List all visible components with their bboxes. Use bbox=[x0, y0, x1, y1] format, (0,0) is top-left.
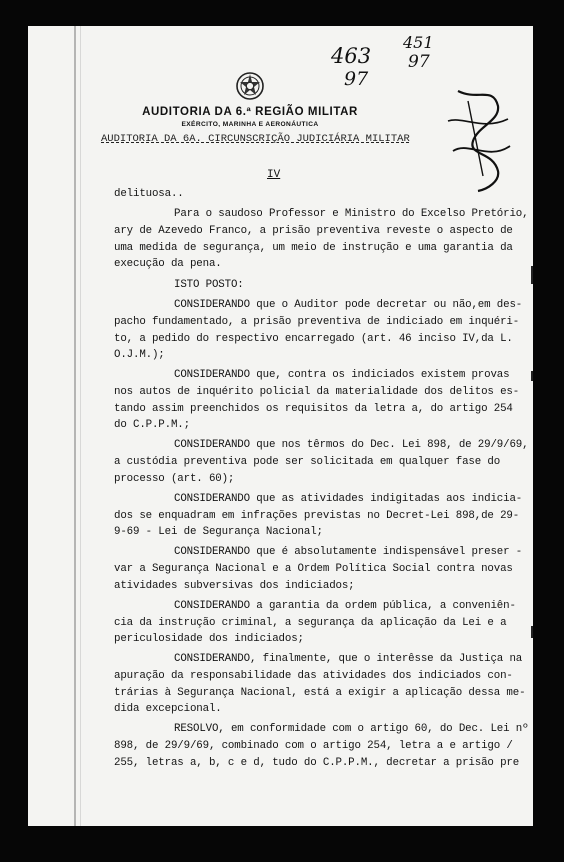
institution-subtitle: EXÉRCITO, MARINHA E AERONÁUTICA bbox=[181, 121, 319, 128]
text-line: CONSIDERANDO que é absolutamente indispensável preser - bbox=[174, 546, 523, 558]
text-line: atividades subversivas dos indiciados; bbox=[114, 580, 355, 592]
text-line: uma medida de segurança, um meio de instrução e uma garantia da bbox=[114, 242, 513, 254]
text-line: CONSIDERANDO que as atividades indigitadas aos indicia- bbox=[174, 493, 523, 505]
text-line: 9-69 - Lei de Segurança Nacional; bbox=[114, 526, 323, 538]
text-line: 255, letras a, b, c e d, tudo do C.P.P.M., decretar a prisão pre bbox=[114, 757, 520, 769]
text-line: processo (art. 60); bbox=[114, 473, 235, 485]
text-line: trárias à Segurança Nacional, está a exigir a aplicação dessa me- bbox=[114, 687, 526, 699]
page-fold-shadow bbox=[74, 26, 76, 826]
text-line: 898, de 29/9/69, combinado com o artigo 254, letra a e artigo / bbox=[114, 740, 513, 752]
margin-mark bbox=[531, 266, 533, 284]
text-line: dos se enquadram em infrações previstas no Decret-Lei 898,de 29- bbox=[114, 510, 520, 522]
text-line: Para o saudoso Professor e Ministro do Excelso Pretório, bbox=[174, 208, 529, 220]
text-line: cia da instrução criminal, a segurança da aplicação da Lei e a bbox=[114, 617, 507, 629]
text-line: dida excepcional. bbox=[114, 703, 222, 715]
text-line: O.J.M.); bbox=[114, 349, 165, 361]
margin-mark bbox=[531, 371, 533, 381]
text-line: ISTO POSTO: bbox=[174, 279, 244, 291]
text-line: CONSIDERANDO que o Auditor pode decretar ou não,em des- bbox=[174, 299, 523, 311]
page-fold-line bbox=[80, 26, 81, 826]
text-line: tando assim preenchidos os requisitos da letra a, do artigo 254 bbox=[114, 403, 513, 415]
handwritten-number: 463 bbox=[331, 44, 372, 68]
text-line: pacho fundamentado, a prisão preventiva de indiciado em inquéri- bbox=[114, 316, 520, 328]
margin-mark bbox=[531, 626, 533, 638]
text-line: nos autos de inquérito policial da materialidade dos delitos es- bbox=[114, 386, 520, 398]
text-line: CONSIDERANDO que, contra os indiciados existem provas bbox=[174, 369, 510, 381]
text-line: apuração da responsabilidade das atividades dos indiciados con- bbox=[114, 670, 513, 682]
document-page bbox=[28, 26, 533, 826]
handwritten-number: 451 bbox=[403, 33, 434, 52]
text-line: CONSIDERANDO que nos têrmos do Dec. Lei 898, de 29/9/69, bbox=[174, 439, 529, 451]
text-line: ary de Azevedo Franco, a prisão preventiva reveste o aspecto de bbox=[114, 225, 513, 237]
text-line: execução da pena. bbox=[114, 258, 222, 270]
handwritten-signature bbox=[438, 81, 518, 201]
text-line: CONSIDERANDO a garantia da ordem pública, a conveniên- bbox=[174, 600, 516, 612]
handwritten-number: 97 bbox=[344, 68, 369, 90]
text-line: delituosa.. bbox=[114, 188, 184, 200]
text-line: CONSIDERANDO, finalmente, que o interêsse da Justiça na bbox=[174, 653, 523, 665]
text-line: RESOLVO, em conformidade com o artigo 60, do Dec. Lei nº bbox=[174, 723, 529, 735]
text-line: periculosidade dos indiciados; bbox=[114, 633, 304, 645]
text-line: var a Segurança Nacional e a Ordem Política Social contra novas bbox=[114, 563, 513, 575]
text-line: to, a pedido do respectivo encarregado (art. 46 inciso IV,da L. bbox=[114, 333, 513, 345]
text-line: do C.P.P.M.; bbox=[114, 419, 190, 431]
handwritten-number: 97 bbox=[408, 52, 430, 72]
court-header-line: AUDITORIA DA 6A. CIRCUNSCRIÇÃO JUDICIÁRIA MILITAR bbox=[101, 133, 410, 145]
institution-title: AUDITORIA DA 6.ª REGIÃO MILITAR bbox=[142, 106, 358, 118]
page-number: IV bbox=[267, 169, 281, 181]
coat-of-arms-seal bbox=[235, 71, 265, 101]
text-line: a custódia preventiva pode ser solicitada em qualquer fase do bbox=[114, 456, 501, 468]
